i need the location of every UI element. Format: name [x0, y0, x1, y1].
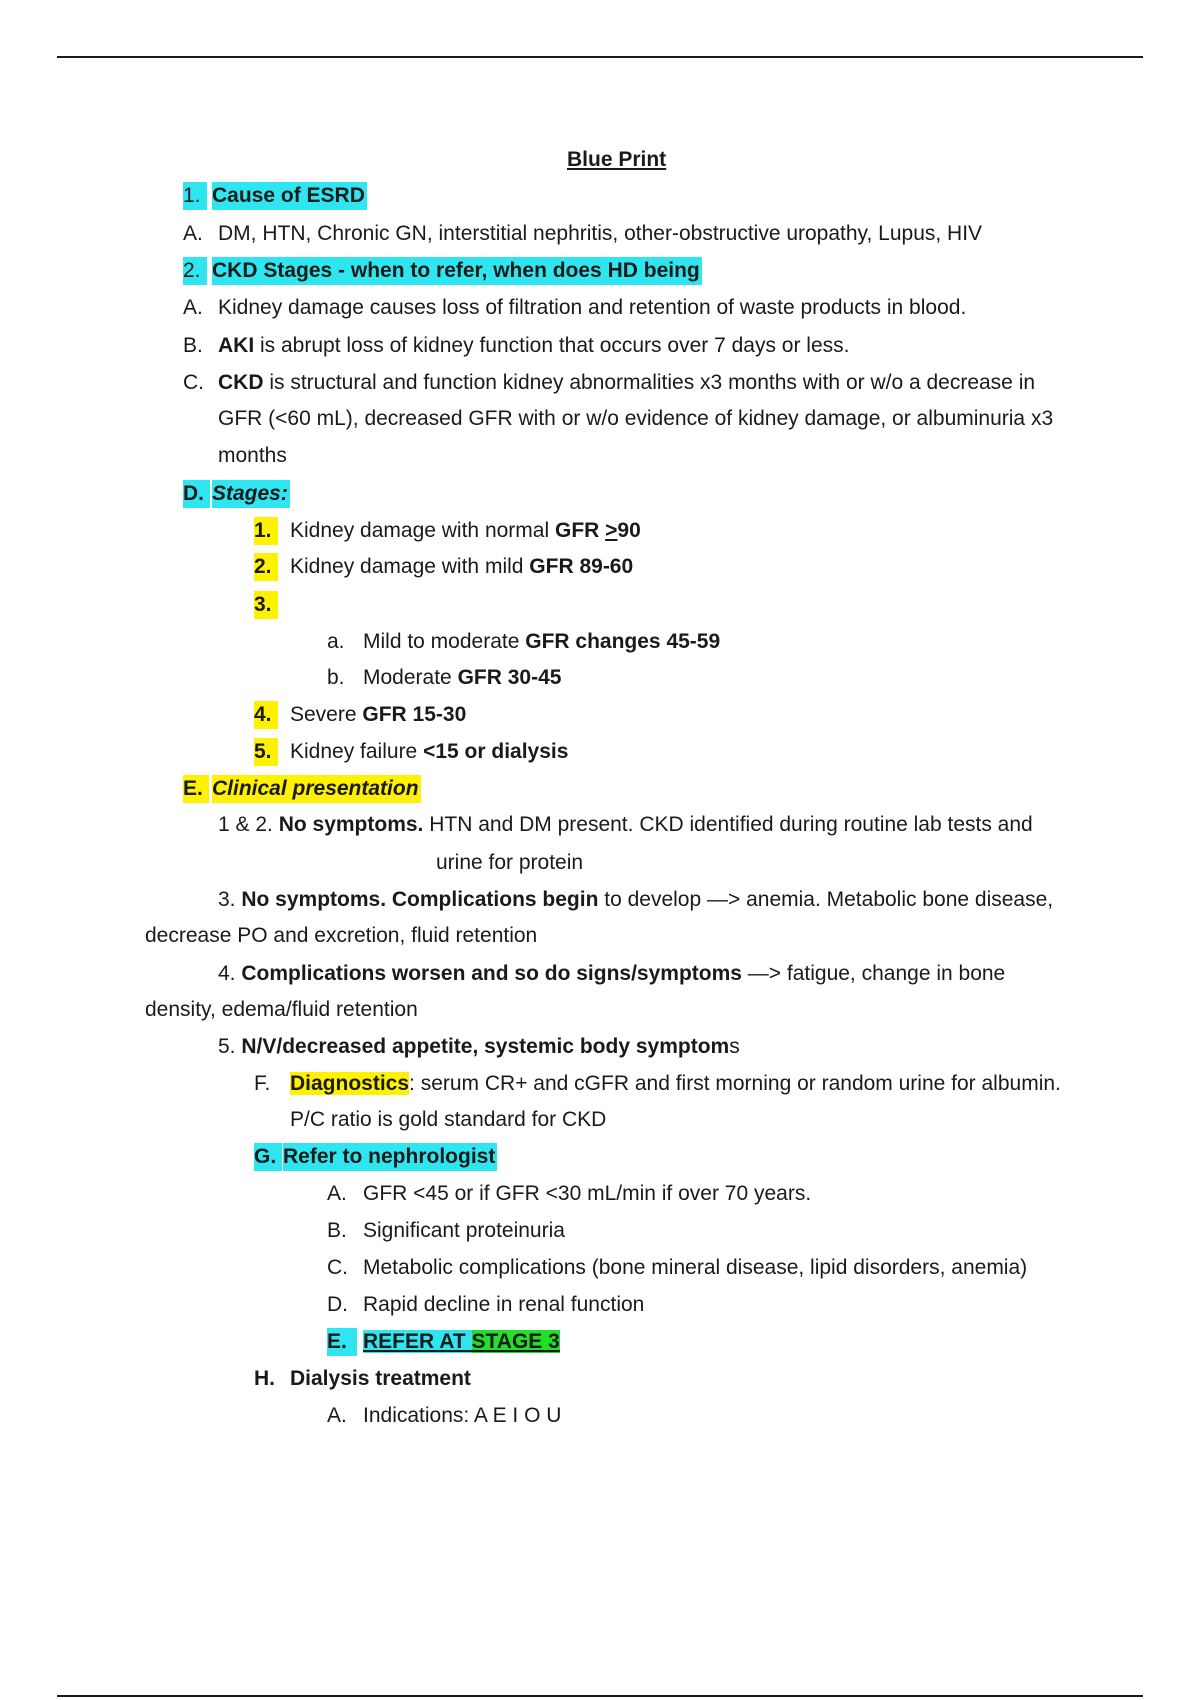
clinical-stage-3-prefix: 3.: [218, 888, 242, 911]
stage-1-text: [290, 517, 641, 545]
section-2d-marker: D.: [183, 480, 210, 508]
ckd-definition: is structural and function kidney abnormalities x3 months with or w/o a decrease in: [263, 371, 1036, 394]
dialysis-a-marker: A.: [327, 1404, 347, 1427]
clinical-stage-4-desc: —> fatigue, change in bone: [741, 962, 1006, 985]
clinical-stage-5-bold: N/V/decreased appetite, systemic body symptom: [241, 1035, 730, 1058]
refer-e-marker: E.: [327, 1328, 357, 1356]
stage-5-text: [290, 738, 568, 766]
stages-heading: Stages:: [212, 480, 290, 508]
refer-c-marker: C.: [327, 1256, 348, 1279]
stage-3b-gfr: GFR 30-45: [457, 666, 562, 689]
refer-c-text: Metabolic complications (bone mineral disease, lipid disorders, anemia): [363, 1256, 1028, 1279]
diagnostics-label: Diagnostics: [290, 1072, 410, 1095]
stage-2-marker: 2.: [254, 553, 278, 581]
clinical-stage-4-prefix: 4.: [218, 962, 242, 985]
clinical-stage-3-line1: [218, 886, 1053, 914]
section-2e-marker: E.: [183, 775, 209, 803]
stage-4-text: [290, 701, 466, 729]
section-2-heading: CKD Stages - when to refer, when does HD being: [212, 257, 702, 285]
clinical-stage-4-bold: Complications worsen and so do signs/symptoms: [241, 962, 742, 985]
diagnostics-desc: : serum CR+ and cGFR and first morning or random urine for albumin.: [409, 1072, 1061, 1095]
stage-4-desc: Severe: [290, 703, 363, 726]
stage-3a-desc: Mild to moderate: [363, 630, 526, 653]
stage-1-gfr-value: 90: [617, 519, 641, 542]
section-1a-text: DM, HTN, Chronic GN, interstitial nephritis, other-obstructive uropathy, Lupus, HIV: [218, 222, 983, 245]
section-2b-text: [218, 332, 849, 360]
clinical-stage-4-line1: [218, 960, 1005, 988]
stage-4-gfr: GFR 15-30: [362, 703, 467, 726]
refer-a-marker: A.: [327, 1182, 347, 1205]
aki-definition: is abrupt loss of kidney function that occurs over 7 days or less.: [254, 334, 850, 357]
stage-3a-marker: a.: [327, 630, 345, 653]
stage-3b-desc: Moderate: [363, 666, 458, 689]
stage-5-gfr: <15 or dialysis: [423, 740, 569, 763]
section-2b-marker: B.: [183, 334, 203, 357]
stage-5-marker: 5.: [254, 738, 278, 766]
clinical-stage-3-desc: to develop —> anemia. Metabolic bone disease,: [598, 888, 1054, 911]
stage-5-desc: Kidney failure: [290, 740, 424, 763]
stage-1-gfr-label: GFR: [554, 519, 606, 542]
diagnostics-line1: [290, 1070, 1061, 1098]
diagnostics-line2: P/C ratio is gold standard for CKD: [290, 1108, 607, 1131]
refer-a-text: GFR <45 or if GFR <30 mL/min if over 70 years.: [363, 1182, 812, 1205]
section-2g-marker: G.: [254, 1143, 282, 1171]
section-2c-line1: [218, 369, 1035, 397]
clinical-stage-3-line2: decrease PO and excretion, fluid retention: [145, 924, 538, 947]
stage-3b-text: [363, 664, 561, 692]
refer-e-text: [363, 1328, 560, 1356]
clinical-stage-1-2-prefix: 1 & 2.: [218, 813, 279, 836]
clinical-stage-1-2-line1: [218, 811, 1033, 839]
section-2c-line3: months: [218, 444, 287, 467]
stage-3-marker: 3.: [254, 591, 278, 619]
dialysis-heading: Dialysis treatment: [290, 1367, 471, 1390]
section-2a-text: Kidney damage causes loss of filtration and retention of waste products in blood.: [218, 296, 967, 319]
stage-3a-gfr: GFR changes 45-59: [525, 630, 721, 653]
clinical-stage-1-2-bold: No symptoms.: [278, 813, 424, 836]
clinical-stage-4-line2: density, edema/fluid retention: [145, 998, 418, 1021]
section-2c-line2: GFR (<60 mL), decreased GFR with or w/o evidence of kidney damage, or albuminuria x3: [218, 407, 1054, 430]
section-1-marker: 1.: [183, 182, 207, 210]
stage-3a-text: [363, 628, 720, 656]
stage-2-gfr: GFR 89-60: [529, 555, 634, 578]
stage-3b-marker: b.: [327, 666, 345, 689]
refer-at-label: REFER AT: [363, 1330, 472, 1353]
refer-d-text: Rapid decline in renal function: [363, 1293, 645, 1316]
refer-stage-3-label: STAGE 3: [471, 1330, 560, 1353]
refer-b-text: Significant proteinuria: [363, 1219, 565, 1242]
aki-term: AKI: [218, 334, 255, 357]
stage-1-desc: Kidney damage with normal: [290, 519, 555, 542]
section-2a-marker: A.: [183, 296, 203, 319]
refer-d-marker: D.: [327, 1293, 348, 1316]
stage-1-marker: 1.: [254, 517, 278, 545]
section-2c-marker: C.: [183, 371, 204, 394]
stage-4-marker: 4.: [254, 701, 278, 729]
section-1-heading: Cause of ESRD: [212, 182, 367, 210]
refer-heading: Refer to nephrologist: [283, 1143, 497, 1171]
dialysis-a-text: Indications: A E I O U: [363, 1404, 562, 1427]
page-title: Blue Print: [567, 148, 667, 171]
refer-b-marker: B.: [327, 1219, 347, 1242]
footer-rule: [57, 1695, 1143, 1697]
clinical-stage-5-tail: s: [729, 1035, 740, 1058]
header-rule: [57, 56, 1143, 58]
clinical-heading: Clinical presentation: [212, 775, 421, 803]
section-2f-marker: F.: [254, 1072, 271, 1095]
section-2h-marker: H.: [254, 1367, 275, 1390]
stage-2-text: [290, 553, 633, 581]
clinical-stage-1-2-line2: urine for protein: [436, 851, 584, 874]
section-2-marker: 2.: [183, 257, 207, 285]
clinical-stage-1-2-desc: HTN and DM present. CKD identified during routine lab tests and: [423, 813, 1033, 836]
section-1a-marker: A.: [183, 222, 203, 245]
ckd-term: CKD: [218, 371, 264, 394]
stage-2-desc: Kidney damage with mild: [290, 555, 530, 578]
clinical-stage-5-line: [218, 1033, 740, 1061]
clinical-stage-5-prefix: 5.: [218, 1035, 242, 1058]
stage-1-ge-symbol: >: [605, 519, 618, 542]
clinical-stage-3-bold: No symptoms. Complications begin: [241, 888, 599, 911]
